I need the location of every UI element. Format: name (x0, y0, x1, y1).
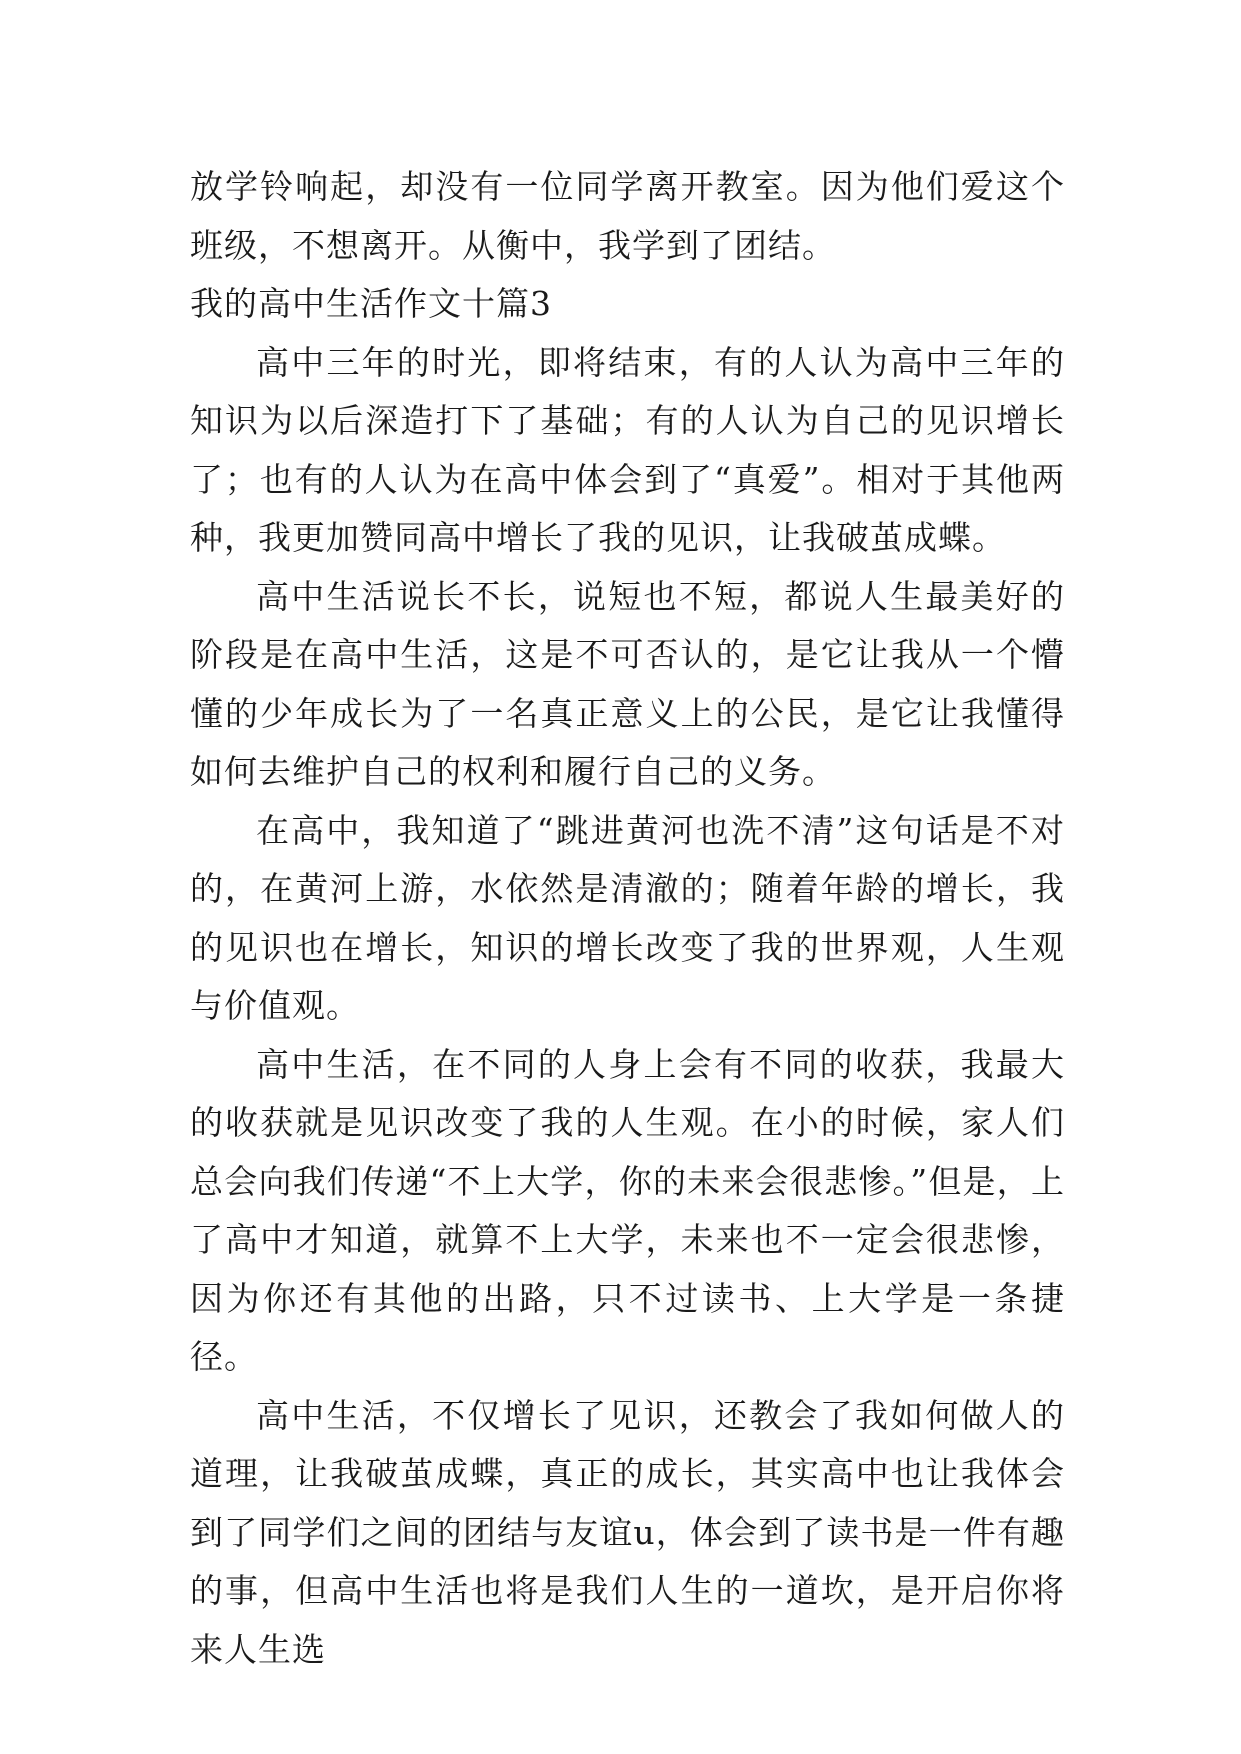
paragraph-4: 高中生活，在不同的人身上会有不同的收获，我最大的收获就是见识改变了我的人生观。在小的时候，家人们总会向我们传递“不上大学，你的未来会很悲惨。”但是，上了高中才知道，就算不上大学，未来也不一定会很悲惨，因为你还有其他的出路，只不过读书、上大学是一条捷径。 (190, 1044, 1065, 1376)
paragraph-3: 在高中，我知道了“跳进黄河也洗不清”这句话是不对的，在黄河上游，水依然是清澈的；随着年龄的增长，我的见识也在增长，知识的增长改变了我的世界观，人生观与价值观。 (190, 810, 1065, 1025)
paragraph-5: 高中生活，不仅增长了见识，还教会了我如何做人的道理，让我破茧成蝶，真正的成长，其实高中也让我体会到了同学们之间的团结与友谊u，体会到了读书是一件有趣的事，但高中生活也将是我们人生的一道坎，是开启你将来人生选 (190, 1395, 1065, 1669)
document-body (190, 158, 1065, 1679)
paragraph-1: 高中三年的时光，即将结束，有的人认为高中三年的知识为以后深造打下了基础；有的人认为自己的见识增长了；也有的人认为在高中体会到了“真爱”。相对于其他两种，我更加赞同高中增长了我的见识，让我破茧成蝶。 (190, 342, 1065, 557)
paragraph-2: 高中生活说长不长，说短也不短，都说人生最美好的阶段是在高中生活，这是不可否认的，是它让我从一个懵懂的少年成长为了一名真正意义上的公民，是它让我懂得如何去维护自己的权利和履行自己的义务。 (190, 576, 1065, 791)
paragraph-continued: 放学铃响起，却没有一位同学离开教室。因为他们爱这个班级，不想离开。从衡中，我学到了团结。 (190, 167, 1065, 265)
essay-heading: 我的高中生活作文十篇3 (190, 284, 552, 323)
